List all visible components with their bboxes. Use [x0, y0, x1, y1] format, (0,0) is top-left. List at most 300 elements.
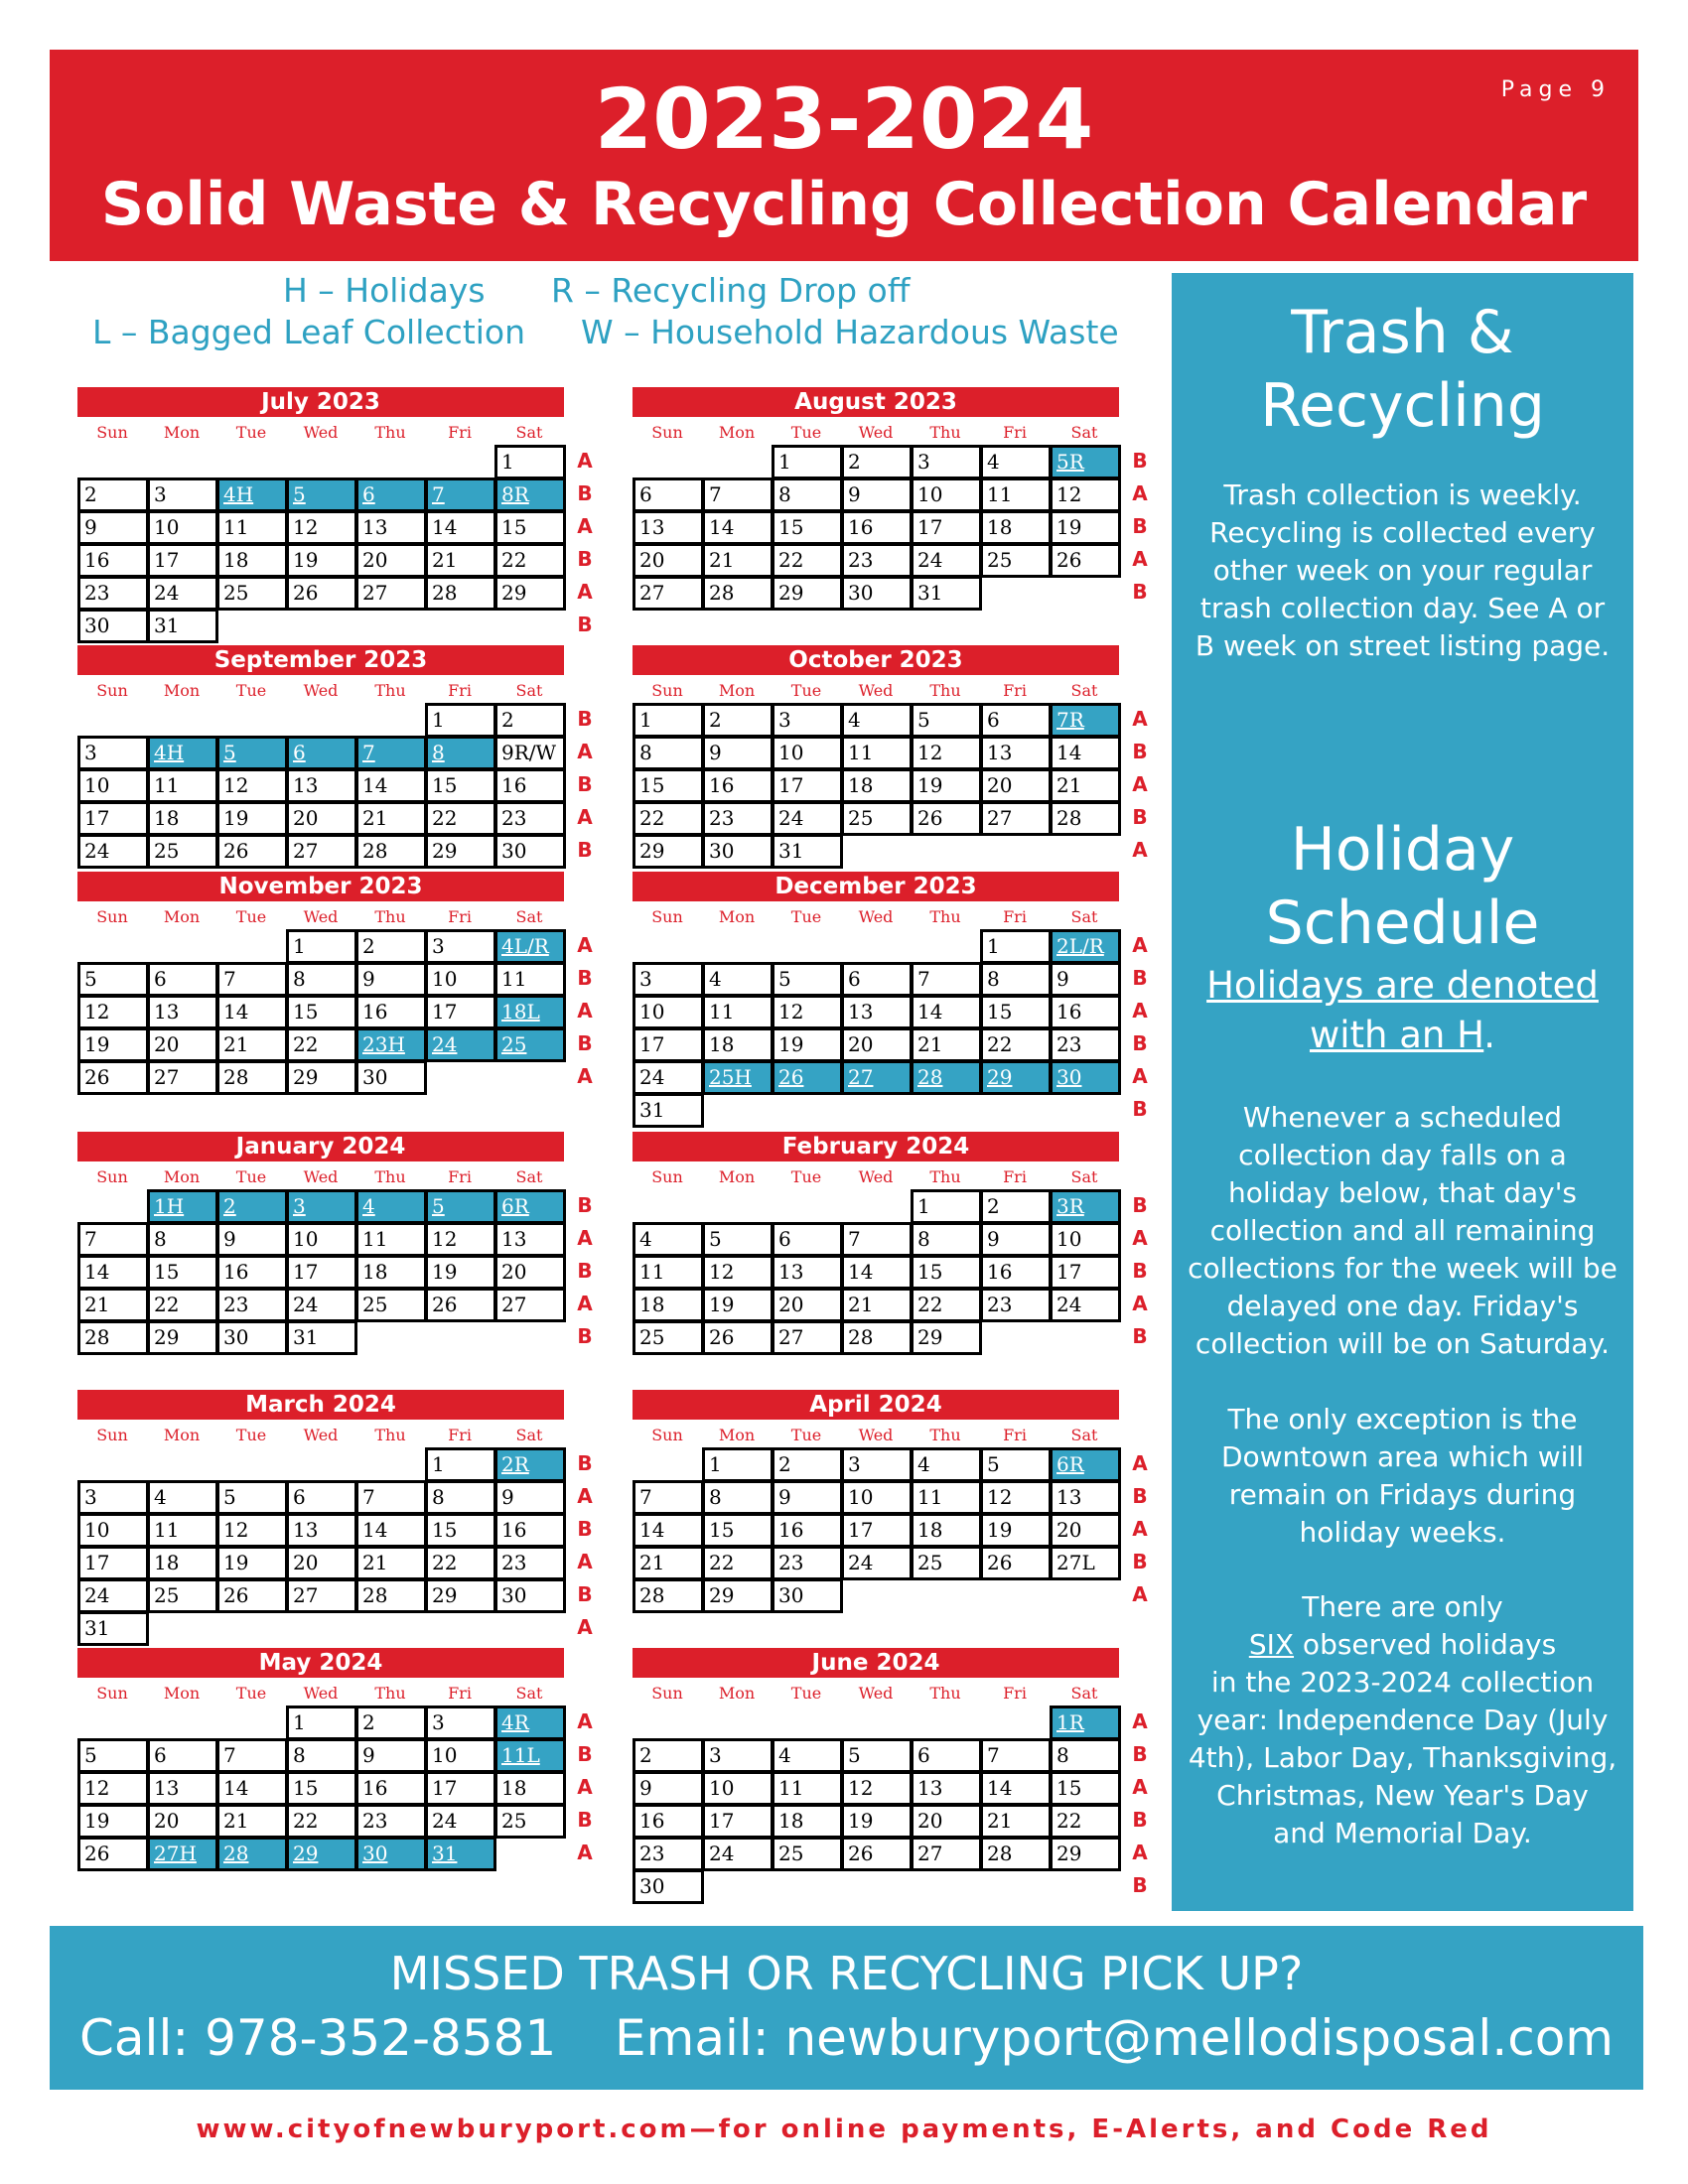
day-cell: 15	[286, 995, 357, 1029]
day-cell: 5	[77, 1738, 149, 1773]
day-cell: 5	[702, 1222, 774, 1257]
day-header: Wed	[303, 1426, 339, 1444]
day-cell: 21	[911, 1027, 982, 1062]
day-cell: 23	[355, 1804, 427, 1839]
day-cell: 8	[772, 478, 843, 512]
day-header: Thu	[374, 907, 406, 926]
week-row	[77, 1060, 593, 1093]
day-header: Tue	[235, 1426, 267, 1444]
day-cell: 1	[286, 1706, 357, 1740]
day-cell: 6	[841, 962, 913, 997]
holidays-count-text	[1187, 1588, 1618, 1852]
day-cell: 1	[980, 929, 1052, 964]
day-cell: 6	[911, 1738, 982, 1773]
day-cell: 12	[77, 995, 149, 1029]
week-letter: A	[577, 999, 593, 1023]
day-cell: 1	[702, 1447, 774, 1482]
day-header: Thu	[929, 907, 961, 926]
day-cell: 20	[147, 1804, 218, 1839]
day-cell: 9	[494, 1480, 566, 1515]
week-letter: B	[1132, 1097, 1148, 1121]
day-cell: 19	[216, 1546, 288, 1580]
day-cell: 30	[633, 1869, 704, 1904]
week-row	[633, 962, 1148, 995]
day-cell: 17	[841, 1513, 913, 1548]
day-cell: 26	[216, 1578, 288, 1613]
week-letter: A	[577, 1292, 593, 1315]
day-cell: 27	[494, 1288, 566, 1322]
day-header: Fri	[1003, 1167, 1027, 1186]
week-row	[77, 1480, 593, 1513]
month-grid	[633, 929, 1148, 1126]
day-cell: 6R	[1050, 1447, 1121, 1482]
day-cell: 19	[980, 1513, 1052, 1548]
day-cell: 19	[1050, 510, 1121, 545]
day-header: Sat	[515, 1684, 543, 1703]
day-cell: 15	[425, 768, 496, 803]
day-cell: 26	[425, 1288, 496, 1322]
day-cell: 18	[494, 1771, 566, 1806]
week-letter: B	[577, 1324, 593, 1348]
day-header: Fri	[1003, 681, 1027, 700]
day-cell: 15	[147, 1255, 218, 1290]
week-letter: A	[577, 1775, 593, 1799]
day-cell: 2	[633, 1738, 704, 1773]
day-cell: 3	[425, 1706, 496, 1740]
day-cell: 19	[702, 1288, 774, 1322]
week-row	[77, 834, 593, 867]
week-row	[77, 1771, 593, 1804]
day-cell: 4	[841, 703, 913, 738]
call-phone[interactable]: Call: 978-352-8581	[79, 2009, 557, 2067]
day-of-week-header	[77, 1167, 564, 1187]
day-cell: 18	[633, 1288, 704, 1322]
day-header: Wed	[303, 907, 339, 926]
day-cell: 24	[425, 1804, 496, 1839]
day-cell: 10	[911, 478, 982, 512]
day-header: Thu	[929, 1426, 961, 1444]
week-letter: B	[577, 1193, 593, 1217]
day-cell: 6	[980, 703, 1052, 738]
day-header: Mon	[163, 1426, 201, 1444]
week-letter: B	[1132, 1193, 1148, 1217]
day-cell: 23	[772, 1546, 843, 1580]
day-cell: 29	[772, 576, 843, 611]
day-header: Sun	[651, 907, 683, 926]
week-row	[633, 703, 1148, 736]
day-header: Sat	[515, 681, 543, 700]
day-header: Thu	[374, 423, 406, 442]
week-row	[633, 1578, 1148, 1611]
week-row	[77, 1027, 593, 1060]
month-grid	[633, 445, 1148, 609]
day-cell: 4L/R	[494, 929, 566, 964]
day-of-week-header	[77, 681, 564, 701]
website-link[interactable]: www.cityofnewburyport.com—for online payments, E-Alerts, and Code Red	[196, 2115, 1492, 2144]
week-letter: A	[1132, 1582, 1148, 1606]
day-cell: 20	[286, 1546, 357, 1580]
day-cell: 30	[355, 1837, 427, 1871]
day-cell: 19	[772, 1027, 843, 1062]
day-header: Tue	[790, 423, 822, 442]
day-cell: 8	[286, 1738, 357, 1773]
day-cell: 22	[1050, 1804, 1121, 1839]
day-cell: 24	[77, 834, 149, 869]
trash-text: Trash collection is weekly. Recycling is collected every other week on your regular trash collection day. See A or B week on street listing page.	[1195, 478, 1611, 662]
day-cell: 10	[1050, 1222, 1121, 1257]
week-letter: B	[577, 481, 593, 505]
day-cell: 20	[1050, 1513, 1121, 1548]
day-cell: 16	[494, 1513, 566, 1548]
week-letter: A	[1132, 933, 1148, 957]
day-cell: 2	[216, 1189, 288, 1224]
day-cell: 8	[633, 736, 704, 770]
day-cell: 20	[772, 1288, 843, 1322]
day-cell: 4H	[216, 478, 288, 512]
day-header: Thu	[929, 423, 961, 442]
day-cell: 24	[147, 576, 218, 611]
day-cell: 5	[841, 1738, 913, 1773]
day-cell: 24	[77, 1578, 149, 1613]
day-cell: 27	[911, 1837, 982, 1871]
week-letter: B	[1132, 1324, 1148, 1348]
day-cell: 18L	[494, 995, 566, 1029]
day-cell: 23	[980, 1288, 1052, 1322]
day-cell: 23	[494, 801, 566, 836]
day-header: Tue	[790, 1684, 822, 1703]
week-row	[633, 445, 1148, 478]
month-title: November 2023	[77, 872, 564, 901]
day-cell: 14	[77, 1255, 149, 1290]
day-cell: 14	[841, 1255, 913, 1290]
day-header: Thu	[374, 1426, 406, 1444]
day-cell: 17	[772, 768, 843, 803]
week-row	[633, 1027, 1148, 1060]
week-row	[633, 1060, 1148, 1093]
week-row	[633, 834, 1148, 867]
day-header: Mon	[163, 423, 201, 442]
day-cell: 22	[911, 1288, 982, 1322]
day-cell: 17	[1050, 1255, 1121, 1290]
day-cell: 16	[216, 1255, 288, 1290]
week-row	[77, 929, 593, 962]
holiday-note-text: Holidays are denoted	[1206, 964, 1599, 1007]
day-cell: 24	[633, 1060, 704, 1095]
holiday-note-line1	[1172, 961, 1633, 1011]
day-cell: 24	[911, 543, 982, 578]
day-cell: 24	[702, 1837, 774, 1871]
week-row	[77, 609, 593, 641]
day-header: Sun	[96, 1426, 128, 1444]
day-cell: 25	[980, 543, 1052, 578]
day-of-week-header	[77, 907, 564, 927]
calendar-year: 2023-2024	[594, 70, 1094, 168]
day-cell: 3	[702, 1738, 774, 1773]
day-cell: 12	[911, 736, 982, 770]
week-row	[633, 736, 1148, 768]
week-row	[77, 962, 593, 995]
day-header: Wed	[858, 681, 894, 700]
holiday-title-line1: Holiday	[1290, 815, 1515, 885]
day-cell: 26	[216, 834, 288, 869]
day-cell: 17	[77, 1546, 149, 1580]
month-title: October 2023	[633, 645, 1119, 675]
day-header: Fri	[448, 1684, 472, 1703]
day-cell: 1	[494, 445, 566, 479]
day-cell: 8	[425, 1480, 496, 1515]
day-cell: 20	[841, 1027, 913, 1062]
day-cell: 5	[911, 703, 982, 738]
day-cell: 31	[772, 834, 843, 869]
week-row	[77, 1222, 593, 1255]
day-cell: 29	[494, 576, 566, 611]
day-header: Tue	[235, 1167, 267, 1186]
day-cell: 14	[216, 1771, 288, 1806]
day-of-week-header	[633, 423, 1119, 443]
week-letter: B	[577, 707, 593, 731]
day-cell: 12	[425, 1222, 496, 1257]
week-letter: A	[1132, 707, 1148, 731]
day-cell: 31	[911, 576, 982, 611]
week-letter: A	[1132, 1517, 1148, 1541]
week-letter: B	[1132, 514, 1148, 538]
week-letter: B	[1132, 740, 1148, 763]
day-cell: 13	[355, 510, 427, 545]
day-header: Fri	[1003, 1426, 1027, 1444]
day-cell: 7	[77, 1222, 149, 1257]
day-cell: 1	[425, 1447, 496, 1482]
week-letter: B	[1132, 449, 1148, 473]
day-header: Wed	[303, 423, 339, 442]
week-letter: B	[577, 1451, 593, 1475]
day-cell: 15	[980, 995, 1052, 1029]
day-cell: 11	[216, 510, 288, 545]
observed-holidays-text: observed holidays	[1294, 1628, 1557, 1661]
day-cell: 30	[702, 834, 774, 869]
day-cell: 19	[216, 801, 288, 836]
day-cell: 4H	[147, 736, 218, 770]
day-cell: 23	[633, 1837, 704, 1871]
exception-text: The only exception is the Downtown area which will remain on Fridays during holiday weeks.	[1220, 1403, 1585, 1549]
trash-title-line1: Trash &	[1291, 298, 1514, 367]
week-row	[77, 445, 593, 478]
day-cell: 3	[77, 736, 149, 770]
day-header: Mon	[163, 681, 201, 700]
day-cell: 2	[355, 929, 427, 964]
month-title: July 2023	[77, 387, 564, 417]
day-of-week-header	[77, 423, 564, 443]
week-row	[633, 1738, 1148, 1771]
day-cell: 21	[1050, 768, 1121, 803]
day-cell: 12	[1050, 478, 1121, 512]
week-row	[77, 1513, 593, 1546]
day-header: Wed	[858, 1684, 894, 1703]
day-cell: 12	[286, 510, 357, 545]
day-cell: 30	[841, 576, 913, 611]
day-cell: 26	[911, 801, 982, 836]
day-cell: 7	[216, 1738, 288, 1773]
week-row	[633, 1513, 1148, 1546]
month-title: August 2023	[633, 387, 1119, 417]
day-cell: 13	[147, 1771, 218, 1806]
day-cell: 1R	[1050, 1706, 1121, 1740]
day-cell: 4	[355, 1189, 427, 1224]
day-cell: 10	[772, 736, 843, 770]
day-cell: 13	[841, 995, 913, 1029]
day-cell: 27	[286, 1578, 357, 1613]
week-row	[77, 510, 593, 543]
day-header: Thu	[374, 681, 406, 700]
day-cell: 22	[980, 1027, 1052, 1062]
day-cell: 30	[77, 609, 149, 643]
day-of-week-header	[633, 681, 1119, 701]
day-cell: 22	[147, 1288, 218, 1322]
day-header: Mon	[718, 1167, 756, 1186]
day-header: Tue	[790, 1426, 822, 1444]
day-cell: 27	[841, 1060, 913, 1095]
week-row	[77, 801, 593, 834]
day-cell: 10	[77, 1513, 149, 1548]
day-cell: 11L	[494, 1738, 566, 1773]
week-row	[633, 801, 1148, 834]
day-header: Sun	[96, 681, 128, 700]
day-cell: 14	[216, 995, 288, 1029]
day-cell: 3	[77, 1480, 149, 1515]
day-cell: 29	[147, 1320, 218, 1355]
day-cell: 10	[425, 962, 496, 997]
day-cell: 15	[911, 1255, 982, 1290]
day-header: Fri	[448, 681, 472, 700]
holidays-count-line1: There are only	[1302, 1590, 1503, 1623]
day-cell: 28	[216, 1837, 288, 1871]
day-cell: 22	[702, 1546, 774, 1580]
day-of-week-header	[633, 1167, 1119, 1187]
day-header: Fri	[448, 423, 472, 442]
day-cell: 9	[772, 1480, 843, 1515]
day-cell: 18	[702, 1027, 774, 1062]
day-cell: 27	[147, 1060, 218, 1095]
day-cell: 6	[286, 1480, 357, 1515]
day-cell: 28	[355, 834, 427, 869]
day-header: Sat	[1070, 1684, 1098, 1703]
day-cell: 28	[355, 1578, 427, 1613]
day-cell: 18	[355, 1255, 427, 1290]
week-letter: B	[577, 838, 593, 862]
day-cell: 21	[355, 801, 427, 836]
day-cell: 13	[286, 768, 357, 803]
day-cell: 1	[772, 445, 843, 479]
page-number: Page 9	[1500, 77, 1611, 102]
day-cell: 15	[1050, 1771, 1121, 1806]
day-cell: 4	[702, 962, 774, 997]
day-cell: 3	[425, 929, 496, 964]
day-cell: 27	[633, 576, 704, 611]
day-cell: 16	[980, 1255, 1052, 1290]
day-cell: 31	[77, 1611, 149, 1646]
week-letter: B	[1132, 1808, 1148, 1832]
day-cell: 20	[494, 1255, 566, 1290]
day-cell: 1	[633, 703, 704, 738]
day-cell: 23	[1050, 1027, 1121, 1062]
week-letter: A	[1132, 1709, 1148, 1733]
six-count: SIX	[1248, 1628, 1295, 1661]
day-cell: 25	[772, 1837, 843, 1871]
week-row	[77, 543, 593, 576]
day-cell: 8	[911, 1222, 982, 1257]
day-header: Mon	[163, 1684, 201, 1703]
week-letter: B	[1132, 1259, 1148, 1283]
week-row	[633, 1869, 1148, 1902]
day-cell: 22	[494, 543, 566, 578]
day-header: Wed	[303, 681, 339, 700]
week-letter: A	[577, 580, 593, 604]
email-contact[interactable]: Email: newburyport@mellodisposal.com	[615, 2009, 1614, 2067]
day-cell: 28	[1050, 801, 1121, 836]
day-cell: 10	[841, 1480, 913, 1515]
day-cell: 24	[1050, 1288, 1121, 1322]
day-cell: 2	[355, 1706, 427, 1740]
day-cell: 22	[286, 1027, 357, 1062]
day-cell: 29	[286, 1837, 357, 1871]
month-title: December 2023	[633, 872, 1119, 901]
day-cell: 17	[633, 1027, 704, 1062]
day-cell: 11	[147, 768, 218, 803]
day-cell: 29	[702, 1578, 774, 1613]
day-cell: 18	[216, 543, 288, 578]
week-letter: B	[577, 772, 593, 796]
day-header: Mon	[718, 681, 756, 700]
day-cell: 11	[911, 1480, 982, 1515]
day-cell: 28	[702, 576, 774, 611]
day-cell: 9	[355, 962, 427, 997]
day-cell: 16	[633, 1804, 704, 1839]
day-cell: 19	[841, 1804, 913, 1839]
holidays-count-line2	[1187, 1626, 1618, 1664]
day-header: Sat	[515, 423, 543, 442]
day-cell: 11	[633, 1255, 704, 1290]
week-letter: B	[577, 1517, 593, 1541]
week-row	[633, 543, 1148, 576]
day-cell: 8	[1050, 1738, 1121, 1773]
day-cell: 4	[633, 1222, 704, 1257]
month-title: September 2023	[77, 645, 564, 675]
week-row	[633, 1447, 1148, 1480]
legend-holidays: H – Holidays	[283, 271, 486, 310]
day-of-week-header	[77, 1684, 564, 1704]
day-cell: 19	[77, 1804, 149, 1839]
day-cell: 26	[980, 1546, 1052, 1580]
day-cell: 11	[841, 736, 913, 770]
day-cell: 14	[980, 1771, 1052, 1806]
day-cell: 2	[494, 703, 566, 738]
day-cell: 22	[286, 1804, 357, 1839]
day-cell: 10	[286, 1222, 357, 1257]
day-cell: 28	[216, 1060, 288, 1095]
day-cell: 8	[980, 962, 1052, 997]
day-header: Sun	[96, 1167, 128, 1186]
day-cell: 9	[702, 736, 774, 770]
day-cell: 1	[911, 1189, 982, 1224]
day-cell: 3	[286, 1189, 357, 1224]
day-header: Sun	[651, 1426, 683, 1444]
day-cell: 11	[147, 1513, 218, 1548]
week-row	[633, 1189, 1148, 1222]
week-letter: B	[1132, 580, 1148, 604]
day-cell: 28	[911, 1060, 982, 1095]
day-cell: 18	[980, 510, 1052, 545]
day-cell: 25	[147, 1578, 218, 1613]
month-grid	[77, 703, 593, 867]
